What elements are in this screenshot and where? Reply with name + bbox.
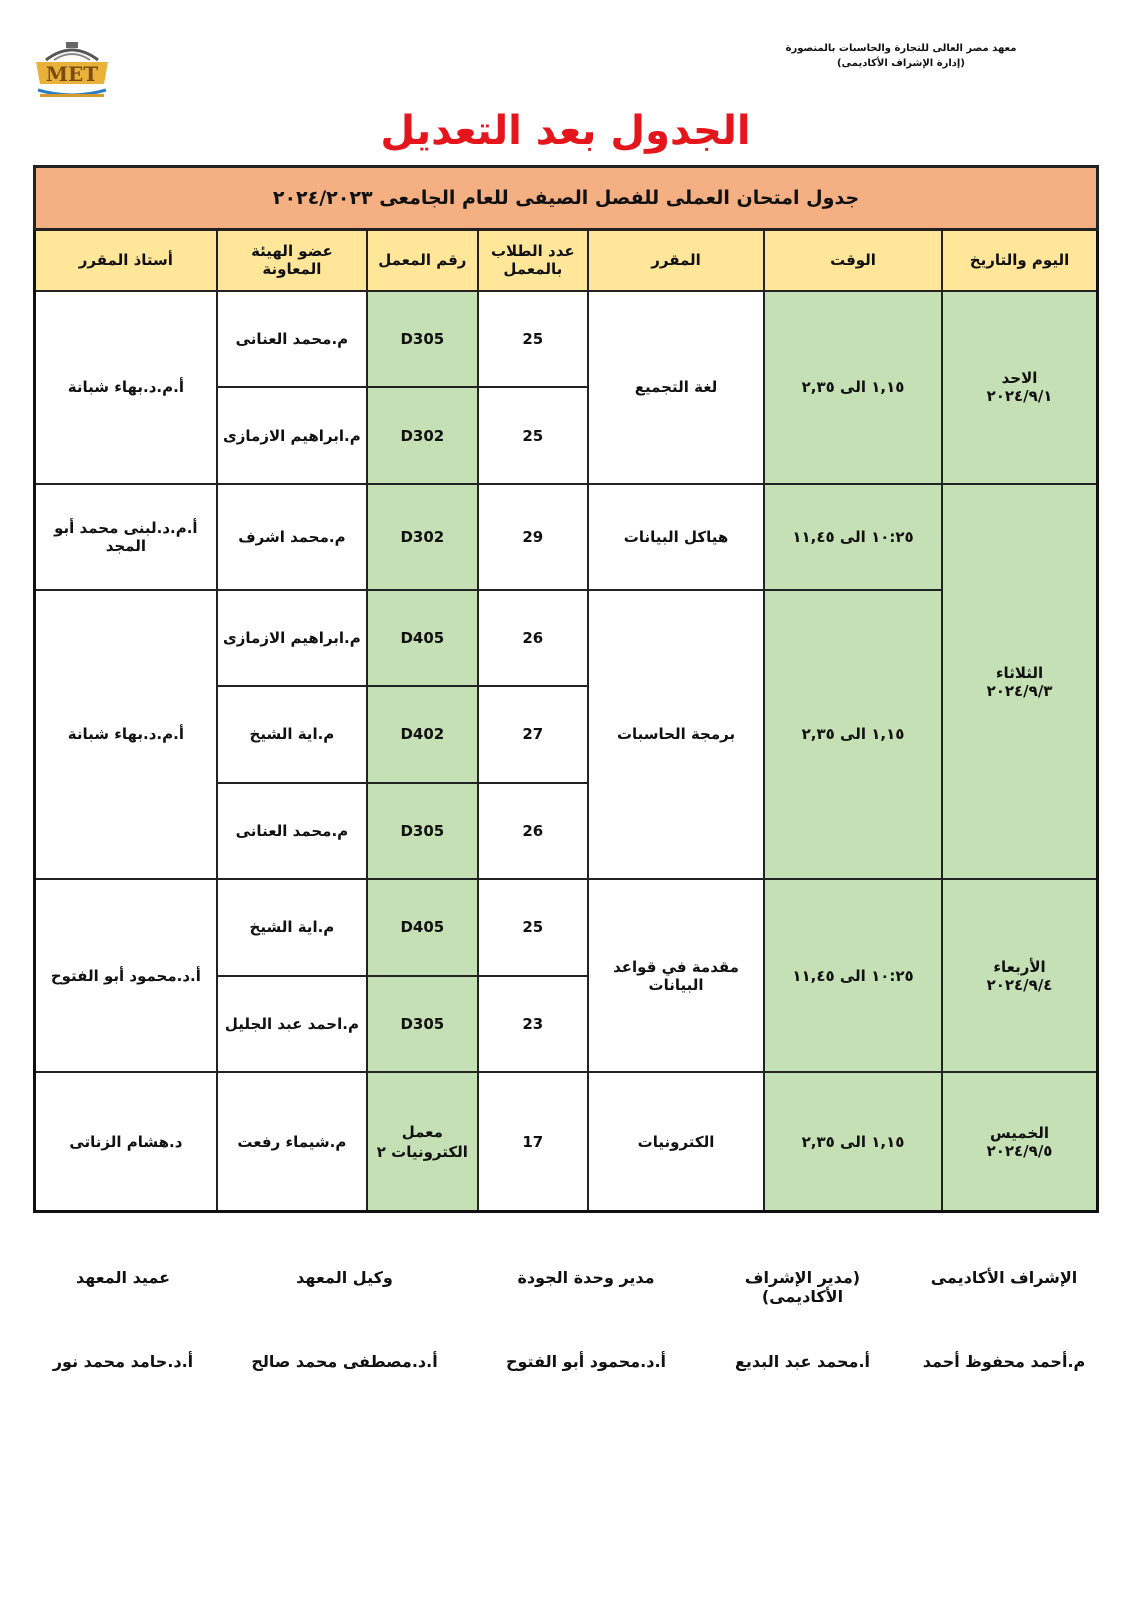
professor-cell: أ.م.د.لبنى محمد أبو المجد: [35, 484, 217, 590]
signature-title: وكيل المعهد: [296, 1268, 393, 1287]
students-cell: 17: [478, 1072, 588, 1211]
signature-title: الإشراف الأكاديمى: [930, 1268, 1078, 1287]
col-students-line2: بالمعمل: [503, 260, 563, 279]
lab-cell: D405: [367, 879, 477, 976]
time-cell: ١٠:٢٥ الى ١١,٤٥: [764, 484, 942, 590]
lab-cell: D302: [367, 387, 477, 484]
signature-name: أ.محمد عبد البديع: [734, 1352, 870, 1371]
day-name: الثلاثاء: [995, 663, 1044, 682]
table-row: [35, 291, 1098, 388]
col-lab: رقم المعمل: [367, 229, 477, 290]
assistant-cell: م.ابراهيم الازمازى: [217, 387, 367, 484]
students-cell: 27: [478, 686, 588, 783]
col-course: المقرر: [588, 229, 764, 290]
day-cell: [942, 484, 1097, 879]
table-header-row: [35, 229, 1098, 290]
lab-cell: [367, 1072, 477, 1211]
day-name: الاحد: [1001, 369, 1038, 388]
exam-schedule-table: [33, 165, 1099, 1213]
col-assistant: عضو الهيئة المعاونة: [217, 229, 367, 290]
students-cell: 25: [478, 291, 588, 388]
professor-cell: أ.د.محمود أبو الفتوح: [35, 879, 217, 1072]
course-cell: هياكل البيانات: [588, 484, 764, 590]
day-cell: [942, 879, 1097, 1072]
lab-cell: D402: [367, 686, 477, 783]
col-day-date: اليوم والتاريخ: [942, 229, 1097, 290]
assistant-cell: م.احمد عبد الجليل: [217, 976, 367, 1073]
assistant-cell: م.شيماء رفعت: [217, 1072, 367, 1211]
course-cell: لغة التجميع: [588, 291, 764, 484]
lab-line2: الكترونيات ٢: [376, 1142, 468, 1161]
signature-title: عميد المعهد: [75, 1268, 171, 1287]
signature-name: م.أحمد محفوظ أحمد: [922, 1352, 1086, 1371]
day-date: ٢٠٢٤/٩/١: [986, 387, 1053, 406]
logo-text: MET: [45, 62, 99, 86]
students-cell: 26: [478, 783, 588, 880]
signature-titles: [33, 1268, 1099, 1306]
day-date: ٢٠٢٤/٩/٥: [986, 1141, 1053, 1160]
day-date: ٢٠٢٤/٩/٣: [986, 681, 1053, 700]
day-cell: [942, 1072, 1097, 1211]
course-cell: برمجة الحاسبات: [588, 590, 764, 880]
signature-name: أ.د.حامد محمد نور: [52, 1352, 194, 1371]
time-cell: ١,١٥ الى ٢,٣٥: [764, 590, 942, 880]
assistant-cell: م.اية الشيخ: [217, 879, 367, 976]
table-row: [35, 590, 1098, 687]
assistant-cell: م.ابراهيم الازمازى: [217, 590, 367, 687]
col-students: [478, 229, 588, 290]
assistant-cell: م.محمد العنانى: [217, 783, 367, 880]
assistant-cell: م.محمد اشرف: [217, 484, 367, 590]
course-cell: الكترونيات: [588, 1072, 764, 1211]
table-caption: جدول امتحان العملى للفصل الصيفى للعام الجامعى ٢٠٢٤/٢٠٢٣: [35, 167, 1098, 230]
time-cell: ١٠:٢٥ الى ١١,٤٥: [764, 879, 942, 1072]
lab-cell: D305: [367, 291, 477, 388]
day-name: الخميس: [990, 1123, 1049, 1142]
col-students-line1: عدد الطلاب: [490, 242, 575, 261]
professor-cell: أ.م.د.بهاء شبانة: [35, 291, 217, 484]
signature-names: [33, 1352, 1099, 1371]
signature-title: (مدير الإشراف الأكاديمى): [744, 1268, 861, 1306]
students-cell: 25: [478, 387, 588, 484]
day-cell: [942, 291, 1097, 484]
students-cell: 29: [478, 484, 588, 590]
time-cell: ١,١٥ الى ٢,٣٥: [764, 1072, 942, 1211]
professor-cell: أ.م.د.بهاء شبانة: [35, 590, 217, 880]
table-row: [35, 879, 1098, 976]
lab-cell: D302: [367, 484, 477, 590]
course-cell: مقدمة في قواعد البيانات: [588, 879, 764, 1072]
table-row: [35, 1072, 1098, 1211]
lab-cell: D305: [367, 783, 477, 880]
time-cell: ١,١٥ الى ٢,٣٥: [764, 291, 942, 484]
signature-name: أ.د.محمود أبو الفتوح: [505, 1352, 667, 1371]
lab-cell: D405: [367, 590, 477, 687]
students-cell: 26: [478, 590, 588, 687]
page-title: الجدول بعد التعديل: [380, 108, 751, 154]
students-cell: 23: [478, 976, 588, 1073]
department-name: (إدارة الإشراف الأكاديمى): [837, 58, 965, 69]
day-date: ٢٠٢٤/٩/٤: [986, 975, 1053, 994]
day-name: الأربعاء: [993, 957, 1046, 976]
institute-name: معهد مصر العالى للتجارة والحاسبات بالمنصورة: [785, 43, 1017, 54]
students-cell: 25: [478, 879, 588, 976]
institute-logo: [30, 38, 114, 104]
professor-cell: د.هشام الزناتى: [35, 1072, 217, 1211]
table-row: [35, 484, 1098, 590]
assistant-cell: م.محمد العنانى: [217, 291, 367, 388]
signature-title: مدير وحدة الجودة: [517, 1268, 655, 1287]
lab-cell: D305: [367, 976, 477, 1073]
col-professor: أستاذ المقرر: [35, 229, 217, 290]
lab-line1: معمل: [401, 1122, 443, 1141]
signature-name: أ.د.مصطفى محمد صالح: [251, 1352, 438, 1371]
assistant-cell: م.اية الشيخ: [217, 686, 367, 783]
col-time: الوقت: [764, 229, 942, 290]
institute-header: [721, 41, 1081, 71]
